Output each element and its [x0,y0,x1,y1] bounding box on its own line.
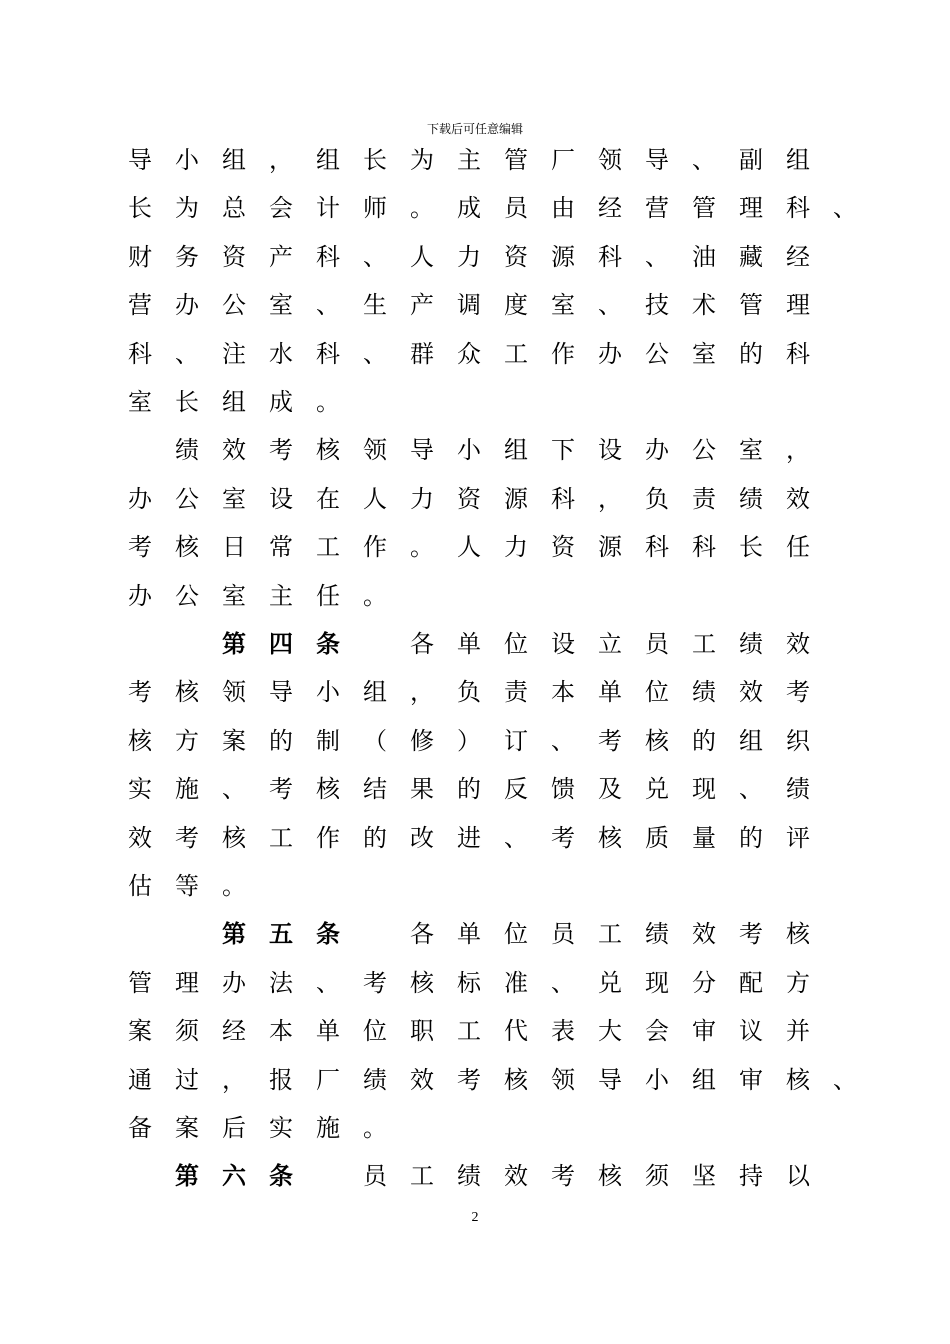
paragraph-line: 考 核 领 导 小 组 ， 负 责 本 单 位 绩 效 考 [128,678,810,706]
article-line: 第 四 条 各 单 位 设 立 员 工 绩 效 [222,629,810,658]
header-note: 下载后可任意编辑 [426,122,523,136]
paragraph-line: 财 务 资 产 科 、 人 力 资 源 科 、 油 藏 经 [128,243,810,271]
paragraph-line: 导 小 组 ， 组 长 为 主 管 厂 领 导 、 副 组 [128,146,810,174]
paragraph-line: 核 方 案 的 制 （ 修 ） 订 、 考 核 的 组 织 [128,727,810,755]
article-line: 第 五 条 各 单 位 员 工 绩 效 考 核 [222,919,810,948]
paragraph-line: 办 公 室 主 任 。 [128,582,387,610]
paragraph-line: 管 理 办 法 、 考 核 标 准 、 兑 现 分 配 方 [128,969,810,997]
paragraph-line: 营 办 公 室 、 生 产 调 度 室 、 技 术 管 理 [128,291,810,319]
paragraph-line: 办 公 室 设 在 人 力 资 源 科 ， 负 责 绩 效 [128,485,810,513]
paragraph-line: 估 等 。 [128,872,246,900]
paragraph-line: 绩 效 考 核 领 导 小 组 下 设 办 公 室 ， [175,436,810,464]
paragraph-line: 科 、 注 水 科 、 群 众 工 作 办 公 室 的 科 [128,340,810,368]
paragraph-line: 备 案 后 实 施 。 [128,1114,387,1142]
paragraph-line: 实 施 、 考 核 结 果 的 反 馈 及 兑 现 、 绩 [128,775,810,803]
paragraph-line: 长 为 总 会 计 师 。 成 员 由 经 营 管 理 科 、 [128,194,857,222]
paragraph-line: 通 过 ， 报 厂 绩 效 考 核 领 导 小 组 审 核 、 [128,1066,857,1094]
paragraph-line: 案 须 经 本 单 位 职 工 代 表 大 会 审 议 并 [128,1017,810,1045]
page-number: 2 [471,1210,479,1225]
paragraph-line: 效 考 核 工 作 的 改 进 、 考 核 质 量 的 评 [128,824,810,852]
article-line: 第 六 条 员 工 绩 效 考 核 须 坚 持 以 [175,1161,810,1190]
paragraph-line: 室 长 组 成 。 [128,388,340,416]
paragraph-line: 考 核 日 常 工 作 。 人 力 资 源 科 科 长 任 [128,533,810,561]
